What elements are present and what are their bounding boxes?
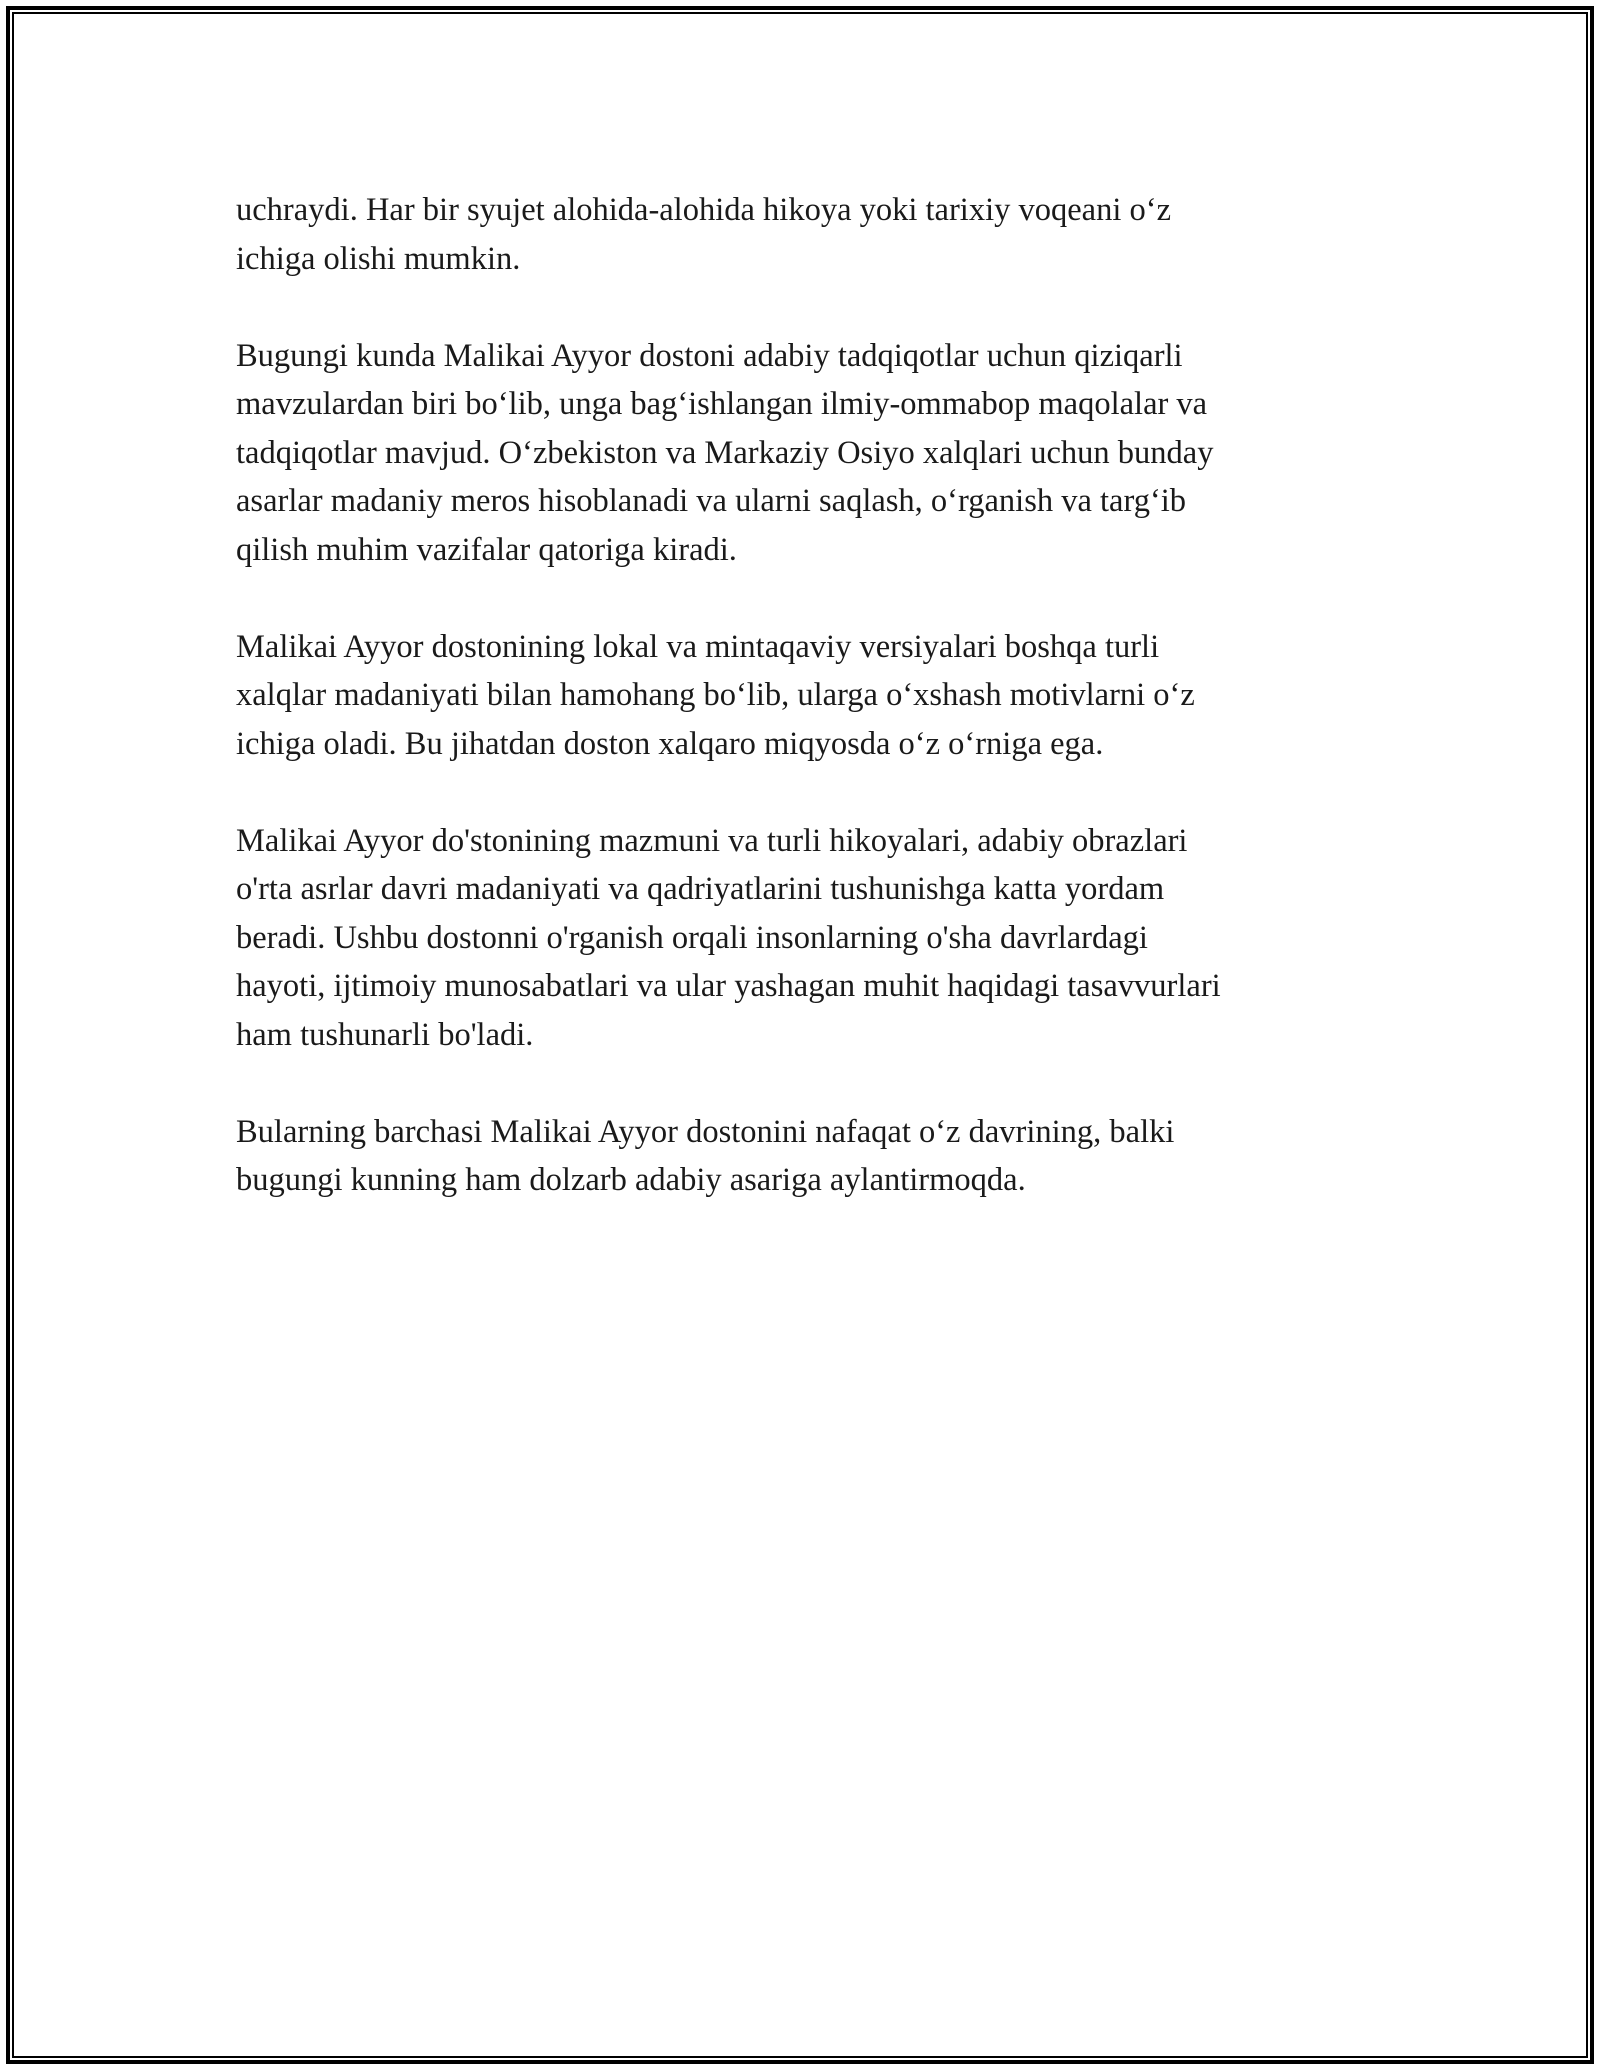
paragraph-3: Malikai Ayyor dostonining lokal va mintaqaviy versiyalari boshqa turli xalqlar madaniyati bilan hamohang bo‘lib, ularga o‘xshash motivlarni o‘z ichiga oladi. Bu jihatdan doston xalqaro miqyosda o‘z o‘rniga ega. [236, 628, 1195, 762]
paragraph-4: Malikai Ayyor do'stonining mazmuni va turli hikoyalari, adabiy obrazlari o'rta asrlar davri madaniyati va qadriyatlarini tushunishga katta yordam beradi. Ushbu dostonni o'rganish orqali insonlarning o'sha davrlardagi hayoti, ijtimoiy munosabatlari va ular yashagan muhit haqidagi tasavvurlari ham tushunarli bo'ladi. [236, 822, 1221, 1053]
paragraph-2: Bugungi kunda Malikai Ayyor dostoni adabiy tadqiqotlar uchun qiziqarli mavzulardan biri bo‘lib, unga bag‘ishlangan ilmiy-ommabop maqolalar va tadqiqotlar mavjud. O‘zbekiston va Markaziy Osiyo xalqlari uchun bunday asarlar madaniy meros hisoblanadi va ularni saqlash, o‘rganish va targ‘ib qilish muhim vazifalar qatoriga kiradi. [236, 337, 1214, 568]
paragraph-1: uchraydi. Har bir syujet alohida-alohida hikoya yoki tarixiy voqeani o‘z ichiga olishi mumkin. [236, 192, 1171, 277]
paragraph-5: Bularning barchasi Malikai Ayyor dostonini nafaqat o‘z davrining, balki bugungi kunning ham dolzarb adabiy asariga aylantirmoqda. [236, 1113, 1175, 1198]
page-body [236, 186, 1366, 1253]
